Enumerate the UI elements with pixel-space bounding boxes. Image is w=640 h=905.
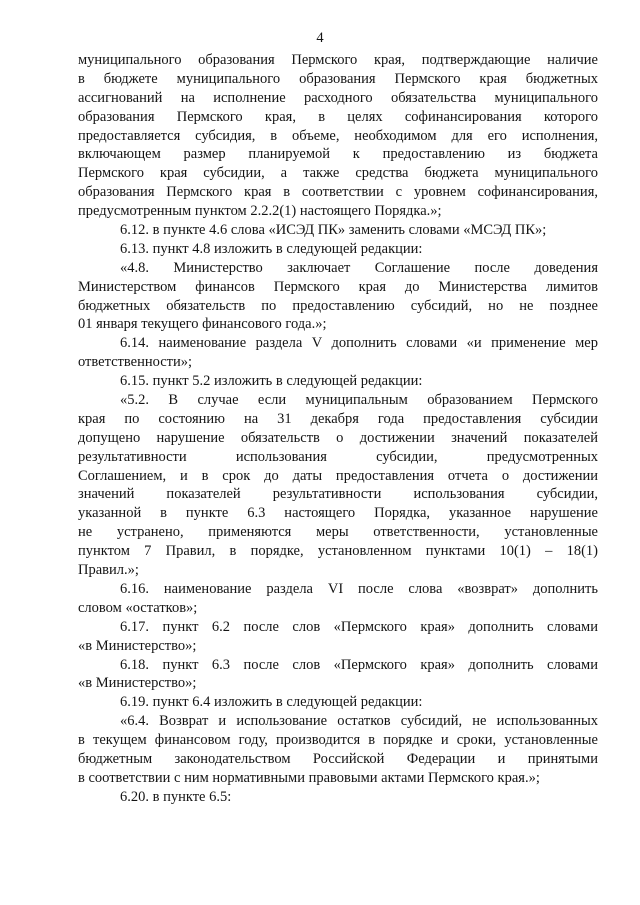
text-line: «в Министерство»; (78, 637, 197, 654)
text-line: 6.12. в пункте 4.6 слова «ИСЭД ПК» заменить словами «МСЭД ПК»; (120, 222, 547, 239)
text-line: «6.4. Возврат и использование остатков субсидий, не использованных (120, 713, 598, 730)
text-line: Министерством финансов Пермского края до Министерства лимитов (78, 278, 598, 295)
paragraph-item-6-18 (78, 656, 598, 694)
text-line: 01 января текущего финансового года.»; (78, 316, 327, 333)
text-line: в бюджете муниципального образования Пермского края бюджетных (78, 70, 598, 87)
text-line: ответственности»; (78, 354, 193, 371)
text-line: бюджетных обязательств по предоставлению субсидий, но не позднее (78, 297, 598, 314)
text-line: в соответствии с ним нормативными правовыми актами Пермского края.»; (78, 769, 540, 786)
text-line: ассигнований на исполнение расходного обязательства муниципального (78, 89, 598, 106)
page-number: 4 (316, 30, 324, 46)
text-line: 6.20. в пункте 6.5: (120, 788, 232, 805)
text-line: 6.18. пункт 6.3 после слов «Пермского края» дополнить словами (120, 656, 598, 673)
text-line: «5.2. В случае если муниципальным образованием Пермского (120, 392, 598, 409)
paragraph-quote-6-4 (78, 712, 598, 788)
text-line: образования Пермского края в соответствии с уровнем софинансирования, (78, 184, 598, 201)
paragraph-item-6-13 (78, 240, 598, 259)
document-body (78, 51, 598, 807)
text-line: «в Министерство»; (78, 675, 197, 692)
text-line: включающем размер планируемой к предоставлению из бюджета (78, 146, 598, 163)
text-line: 6.13. пункт 4.8 изложить в следующей редакции: (120, 240, 423, 257)
text-line: края по состоянию на 31 декабря года предоставления субсидии (78, 410, 598, 427)
text-line: предусмотренным пунктом 2.2.2(1) настоящего Порядка.»; (78, 203, 442, 220)
paragraph-item-6-14 (78, 334, 598, 372)
paragraph-item-6-16 (78, 580, 598, 618)
text-line: 6.14. наименование раздела V дополнить словами «и применение мер (120, 335, 598, 352)
paragraph-item-6-15 (78, 372, 598, 391)
text-line: не устранено, применяются меры ответственности, установленные (78, 524, 598, 541)
text-line: Правил.»; (78, 562, 139, 579)
paragraph-item-6-20 (78, 788, 598, 807)
paragraph-item-6-12 (78, 221, 598, 240)
text-line: результативности использования субсидии, предусмотренных (78, 448, 598, 465)
text-line: словом «остатков»; (78, 599, 198, 616)
text-line: образования Пермского края, в целях софинансирования которого (78, 108, 598, 125)
paragraph-quote-4-8 (78, 259, 598, 335)
paragraph-item-6-19 (78, 693, 598, 712)
text-line: значений показателей результативности использования субсидии, (78, 486, 598, 503)
text-line: муниципального образования Пермского края, подтверждающие наличие (78, 52, 598, 68)
paragraph-item-6-17 (78, 618, 598, 656)
text-line: в текущем финансовом году, производится в порядке и сроки, установленные (78, 732, 598, 749)
text-line: 6.17. пункт 6.2 после слов «Пермского края» дополнить словами (120, 618, 598, 635)
text-line: пунктом 7 Правил, в порядке, установленном пунктами 10(1) – 18(1) (78, 543, 598, 560)
text-line: «4.8. Министерство заключает Соглашение после доведения (120, 259, 598, 276)
paragraph-continuation (78, 51, 598, 221)
text-line: 6.16. наименование раздела VI после слова «возврат» дополнить (120, 580, 598, 597)
paragraph-quote-5-2 (78, 391, 598, 580)
text-line: указанной в пункте 6.3 настоящего Порядка, указанное нарушение (78, 505, 598, 522)
text-line: Пермского края субсидии, а также средства бюджета муниципального (78, 165, 598, 182)
text-line: допущено нарушение обязательств о достижении значений показателей (78, 429, 598, 446)
text-line: 6.19. пункт 6.4 изложить в следующей редакции: (120, 694, 423, 711)
text-line: предоставляется субсидия, в объеме, необходимом для его исполнения, (78, 127, 598, 144)
text-line: Соглашением, и в срок до даты предоставления отчета о достижении (78, 467, 598, 484)
text-line: бюджетным законодательством Российской Федерации и принятыми (78, 750, 598, 767)
text-line: 6.15. пункт 5.2 изложить в следующей редакции: (120, 373, 423, 390)
